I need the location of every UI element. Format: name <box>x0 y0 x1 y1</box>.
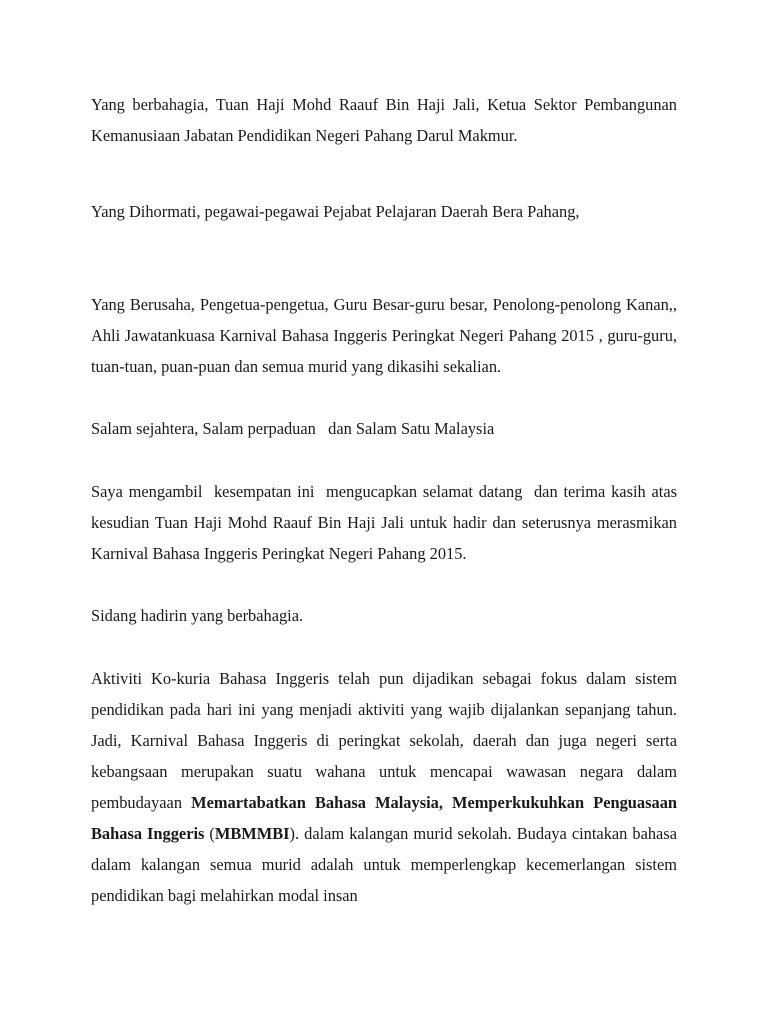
greeting-paragraph-pegawai: Yang Dihormati, pegawai-pegawai Pejabat Pelajaran Daerah Bera Pahang, <box>91 202 580 221</box>
body-bold-mbmmbi-full: Memartabatkan Bahasa Malaysia, Memperkukuhkan Penguasaan Bahasa Inggeris <box>91 793 677 843</box>
greeting-paragraph-pengetua: Yang Berusaha, Pengetua-pengetua, Guru Besar-guru besar, Penolong-penolong Kanan,, Ahli Jawatankuasa Karnival Bahasa Inggeris Peringkat Negeri Pahang 2015 , guru-guru, tuan-tuan, puan-puan dan semua murid yang dikasihi sekalian. <box>91 295 677 376</box>
salutation-line: Salam sejahtera, Salam perpaduan dan Salam Satu Malaysia <box>91 419 495 438</box>
audience-address-line: Sidang hadirin yang berbahagia. <box>91 606 304 625</box>
welcome-paragraph: Saya mengambil kesempatan ini mengucapkan selamat datang dan terima kasih atas kesudian Tuan Haji Mohd Raauf Bin Haji Jali untuk hadir dan seterusnya merasmikan Karnival Bahasa Inggeris Peringkat Negeri Pahang 2015. <box>91 482 686 563</box>
body-text-part1: Aktiviti Ko-kuria Bahasa Inggeris telah pun dijadikan sebagai fokus dalam sistem pendidikan pada hari ini yang menjadi aktiviti yang wajib dijalankan sepanjang tahun. Jadi, Karnival Bahasa Inggeris di peringkat sekolah, daerah dan juga negeri serta kebangsaan merupakan suatu wahana untuk mencapai wawasan negara dalam pembudayaan <box>91 669 677 812</box>
body-paragraph-aktiviti <box>91 663 677 911</box>
body-text-part2: ( <box>204 824 215 843</box>
body-text-part3: ). dalam kalangan murid sekolah. Budaya cintakan bahasa dalam kalangan semua murid adalah untuk memperlengkap kecemerlangan sistem pendidikan bagi melahirkan modal insan <box>91 824 677 905</box>
body-bold-mbmmbi-acronym: MBMMBI <box>214 824 290 843</box>
greeting-paragraph-ketua-sektor: Yang berbahagia, Tuan Haji Mohd Raauf Bin Haji Jali, Ketua Sektor Pembangunan Kemanusiaan Jabatan Pendidikan Negeri Pahang Darul Makmur. <box>91 95 677 145</box>
